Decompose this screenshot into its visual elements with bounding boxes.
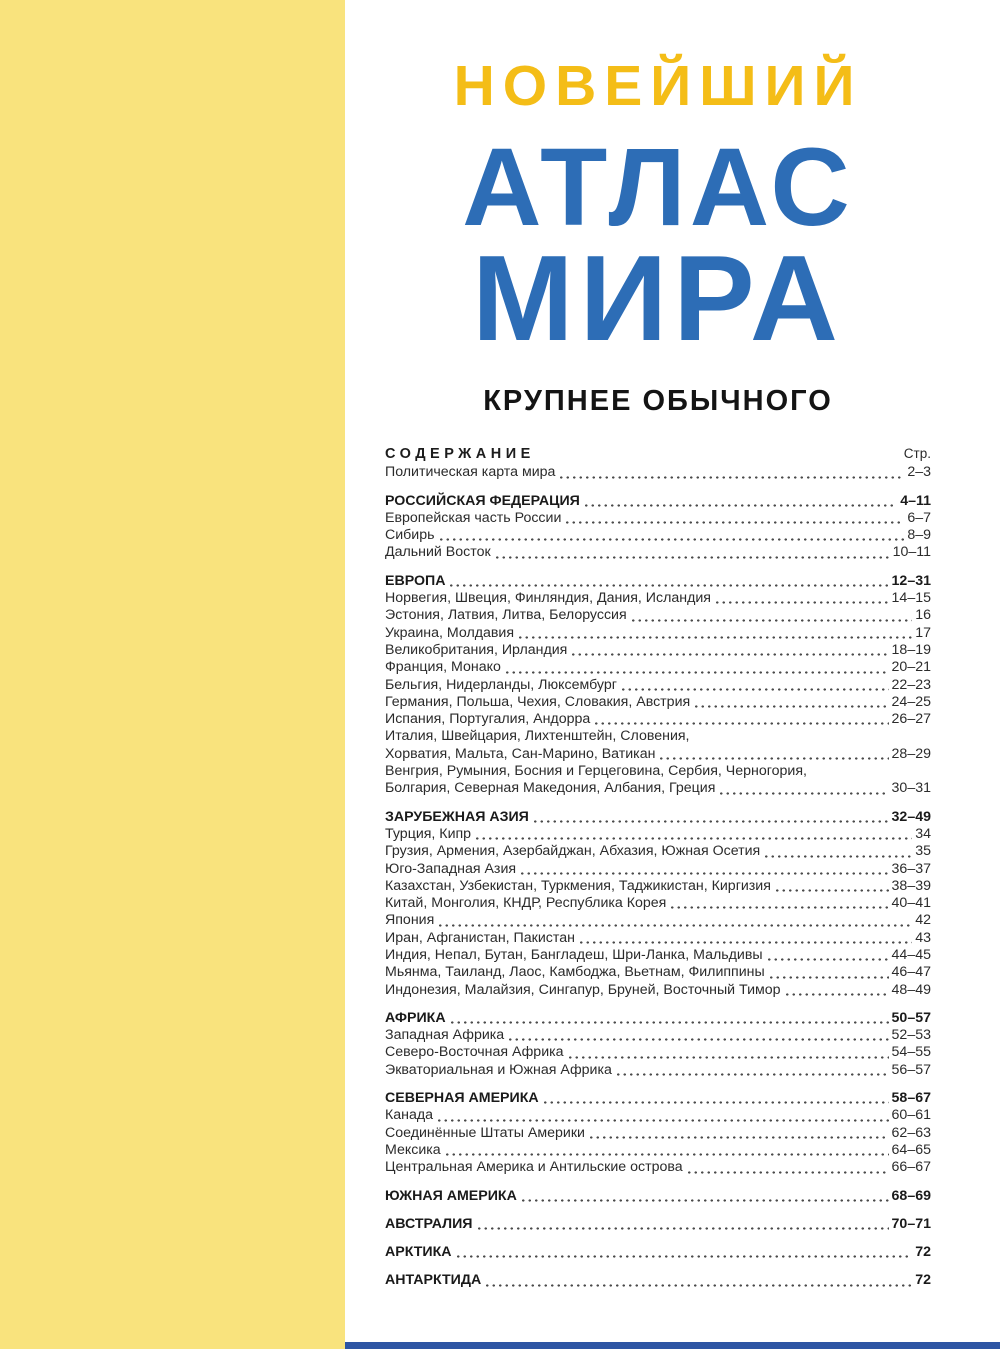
toc-row (385, 746, 931, 763)
toc-entry-page: 6–7 (907, 509, 931, 526)
dot-leader (588, 1125, 889, 1142)
title-line-3: МИРА (471, 229, 845, 366)
toc-entry-label: Норвегия, Швеция, Финляндия, Дания, Исландия (385, 590, 711, 607)
dot-leader (476, 1216, 889, 1233)
toc-section (385, 573, 931, 798)
toc-entry-label: Соединённые Штаты Америки (385, 1124, 585, 1141)
table-of-contents (385, 446, 931, 1289)
toc-entry-page: 72 (915, 1244, 931, 1261)
toc-row (385, 607, 931, 624)
toc-row (385, 544, 931, 561)
toc-entry-page: 66–67 (891, 1159, 931, 1176)
toc-entry-page: 18–19 (891, 641, 931, 658)
dot-leader (718, 780, 888, 797)
toc-entry-label: Казахстан, Узбекистан, Туркмения, Таджикистан, Киргизия (385, 877, 771, 894)
toc-row (385, 677, 931, 694)
toc-row (385, 1010, 931, 1027)
dot-leader (567, 1044, 889, 1061)
dot-leader (714, 590, 889, 607)
dot-leader (507, 1027, 888, 1044)
toc-entry-label: Дальний Восток (385, 544, 491, 561)
toc-entry-label: Индонезия, Малайзия, Сингапур, Бруней, Восточный Тимор (385, 981, 781, 998)
toc-entry-label: АНТАРКТИДА (385, 1272, 482, 1289)
toc-entry-label: Турция, Кипр (385, 825, 472, 842)
toc-row (385, 763, 931, 780)
dot-leader (438, 527, 905, 544)
toc-row (385, 1142, 931, 1159)
dot-leader (570, 642, 888, 659)
toc-row (385, 912, 931, 929)
toc-row (385, 493, 931, 510)
toc-entry-page: 4–11 (900, 492, 931, 509)
toc-row (385, 711, 931, 728)
dot-leader (593, 711, 888, 728)
dot-leader (517, 625, 912, 642)
toc-row (385, 1107, 931, 1124)
toc-row (385, 464, 931, 481)
toc-entry-label: Хорватия, Мальта, Сан-Марино, Ватикан (385, 745, 656, 762)
title-block (385, 54, 931, 418)
toc-header-title: СОДЕРЖАНИЕ (385, 446, 535, 463)
toc-entry-label: Политическая карта мира (385, 464, 556, 481)
toc-entry-label: АФРИКА (385, 1009, 446, 1026)
toc-entry-page: 70–71 (891, 1215, 931, 1232)
toc-entry-label: Индия, Непал, Бутан, Бангладеш, Шри-Ланка, Мальдивы (385, 946, 763, 963)
dot-leader (583, 493, 897, 510)
toc-row (385, 625, 931, 642)
toc-entry-label: Центральная Америка и Антильские острова (385, 1159, 683, 1176)
toc-entry-page: 56–57 (891, 1061, 931, 1078)
toc-entry-label: Мьянма, Таиланд, Лаос, Камбоджа, Вьетнам, Филиппины (385, 964, 765, 981)
toc-row (385, 982, 931, 999)
toc-row (385, 573, 931, 590)
toc-row (385, 728, 931, 745)
toc-entry-page: 54–55 (891, 1044, 931, 1061)
toc-entry-label: Великобритания, Ирландия (385, 641, 568, 658)
toc-entry-page: 64–65 (891, 1141, 931, 1158)
toc-entry-page: 16 (915, 607, 931, 624)
toc-entry-page: 30–31 (891, 780, 931, 797)
dot-leader (484, 1272, 912, 1289)
dot-leader (768, 964, 889, 981)
toc-entry-page: 22–23 (891, 676, 931, 693)
dot-leader (615, 1062, 889, 1079)
yellow-side-band (0, 0, 345, 1349)
toc-row (385, 1027, 931, 1044)
toc-row (385, 861, 931, 878)
toc-row (385, 964, 931, 981)
dot-leader (444, 1142, 889, 1159)
toc-entry-page: 52–53 (891, 1027, 931, 1044)
bottom-blue-rule (345, 1342, 1000, 1349)
toc-entry-page: 20–21 (891, 659, 931, 676)
dot-leader (474, 826, 912, 843)
toc-entry-label: Германия, Польша, Чехия, Словакия, Австрия (385, 693, 691, 710)
toc-entry-page: 24–25 (891, 693, 931, 710)
toc-entry-label: Франция, Монако (385, 659, 501, 676)
toc-entry-page: 36–37 (891, 860, 931, 877)
toc-row (385, 826, 931, 843)
dot-leader (542, 1090, 889, 1107)
toc-entry-page: 40–41 (891, 895, 931, 912)
toc-entry-page: 58–67 (891, 1090, 931, 1107)
dot-leader (449, 1010, 889, 1027)
toc-entry-label: Япония (385, 912, 435, 929)
toc-entry-page: 26–27 (891, 711, 931, 728)
toc-row (385, 510, 931, 527)
toc-entry-page: 2–3 (907, 464, 931, 481)
toc-row (385, 694, 931, 711)
dot-leader (686, 1159, 889, 1176)
toc-entry-label: Грузия, Армения, Азербайджан, Абхазия, Южная Осетия (385, 843, 761, 860)
dot-leader (658, 746, 888, 763)
toc-entry-page: 72 (915, 1272, 931, 1289)
dot-leader (504, 659, 889, 676)
toc-row (385, 930, 931, 947)
toc-row (385, 1244, 931, 1261)
dot-leader (494, 544, 890, 561)
toc-entry-page: 10–11 (892, 544, 931, 561)
toc-row (385, 1188, 931, 1205)
toc-section (385, 1010, 931, 1079)
toc-entry-page: 68–69 (891, 1187, 931, 1204)
toc-entry-page: 34 (915, 825, 931, 842)
toc-entry-page: 62–63 (891, 1124, 931, 1141)
toc-entry-page: 48–49 (891, 981, 931, 998)
page-content (385, 54, 931, 1290)
toc-row (385, 878, 931, 895)
toc-section (385, 1244, 931, 1261)
toc-entry-page: 28–29 (891, 745, 931, 762)
toc-entry-label: Бельгия, Нидерланды, Люксембург (385, 676, 617, 693)
toc-list (385, 464, 931, 1289)
toc-entry-page: 12–31 (891, 572, 931, 589)
toc-section (385, 1090, 931, 1176)
toc-row (385, 1062, 931, 1079)
dot-leader (630, 607, 913, 624)
toc-entry-label: ЗАРУБЕЖНАЯ АЗИЯ (385, 808, 529, 825)
toc-entry-page: 43 (915, 929, 931, 946)
title-line-1: НОВЕЙШИЙ (453, 54, 863, 118)
toc-entry-page: 50–57 (891, 1009, 931, 1026)
toc-entry-label: АВСТРАЛИЯ (385, 1215, 473, 1232)
toc-entry-label: Канада (385, 1107, 434, 1124)
toc-entry-page: 42 (915, 912, 931, 929)
toc-section (385, 464, 931, 481)
toc-row (385, 1216, 931, 1233)
toc-entry-label: Европейская часть России (385, 509, 562, 526)
toc-section (385, 493, 931, 562)
toc-entry-label: СЕВЕРНАЯ АМЕРИКА (385, 1090, 539, 1107)
toc-header-row (385, 446, 931, 462)
title-line-2: АТЛАС (462, 126, 854, 249)
toc-entry-label: Эстония, Латвия, Литва, Белоруссия (385, 607, 627, 624)
toc-row (385, 780, 931, 797)
toc-row (385, 590, 931, 607)
dot-leader (436, 1107, 888, 1124)
toc-row (385, 843, 931, 860)
toc-entry-label: Западная Африка (385, 1027, 505, 1044)
toc-row (385, 527, 931, 544)
dot-leader (763, 843, 912, 860)
toc-entry-label: Китай, Монголия, КНДР, Республика Корея (385, 895, 667, 912)
dot-leader (774, 878, 889, 895)
toc-section (385, 1272, 931, 1289)
toc-entry-label: ЕВРОПА (385, 572, 446, 589)
toc-row (385, 1159, 931, 1176)
dot-leader (669, 895, 888, 912)
toc-entry-label: Экваториальная и Южная Африка (385, 1061, 612, 1078)
toc-row (385, 947, 931, 964)
toc-entry-label: АРКТИКА (385, 1244, 452, 1261)
toc-entry-label: Северо-Восточная Африка (385, 1044, 564, 1061)
toc-entry-page: 17 (915, 624, 931, 641)
dot-leader (455, 1244, 913, 1261)
toc-row (385, 1044, 931, 1061)
toc-row (385, 659, 931, 676)
dot-leader (578, 930, 912, 947)
toc-row (385, 1125, 931, 1142)
toc-entry-page: 38–39 (891, 877, 931, 894)
toc-section (385, 1216, 931, 1233)
toc-entry-page: 60–61 (891, 1107, 931, 1124)
toc-row (385, 1090, 931, 1107)
toc-entry-label: Италия, Швейцария, Лихтенштейн, Словения, (385, 728, 690, 745)
toc-row (385, 642, 931, 659)
dot-leader (437, 912, 912, 929)
dot-leader (784, 982, 889, 999)
dot-leader (448, 573, 888, 590)
toc-row (385, 895, 931, 912)
toc-row (385, 809, 931, 826)
toc-entry-label: Украина, Молдавия (385, 624, 515, 641)
title-subtitle: КРУПНЕЕ ОБЫЧНОГО (483, 385, 833, 418)
toc-entry-label: Иран, Афганистан, Пакистан (385, 929, 575, 946)
toc-entry-label: Болгария, Северная Македония, Албания, Греция (385, 780, 716, 797)
dot-leader (520, 1188, 889, 1205)
toc-entry-label: РОССИЙСКАЯ ФЕДЕРАЦИЯ (385, 492, 580, 509)
toc-entry-label: Сибирь (385, 527, 435, 544)
toc-entry-page: 32–49 (891, 808, 931, 825)
toc-entry-label: Испания, Португалия, Андорра (385, 711, 591, 728)
toc-section (385, 809, 931, 999)
toc-page-column-label: Стр. (903, 446, 931, 462)
toc-entry-page: 35 (915, 843, 931, 860)
toc-row (385, 1272, 931, 1289)
toc-entry-label: Юго-Западная Азия (385, 860, 517, 877)
toc-entry-page: 8–9 (907, 527, 931, 544)
dot-leader (620, 677, 889, 694)
toc-entry-page: 44–45 (891, 946, 931, 963)
dot-leader (693, 694, 888, 711)
toc-entry-label: Венгрия, Румыния, Босния и Герцеговина, Сербия, Черногория, (385, 763, 807, 780)
toc-entry-label: Мексика (385, 1141, 441, 1158)
dot-leader (532, 809, 889, 826)
dot-leader (564, 510, 904, 527)
toc-entry-page: 46–47 (891, 964, 931, 981)
dot-leader (519, 861, 888, 878)
toc-section (385, 1188, 931, 1205)
toc-entry-page: 14–15 (891, 590, 931, 607)
toc-entry-label: ЮЖНАЯ АМЕРИКА (385, 1187, 517, 1204)
dot-leader (558, 464, 904, 481)
dot-leader (766, 947, 889, 964)
